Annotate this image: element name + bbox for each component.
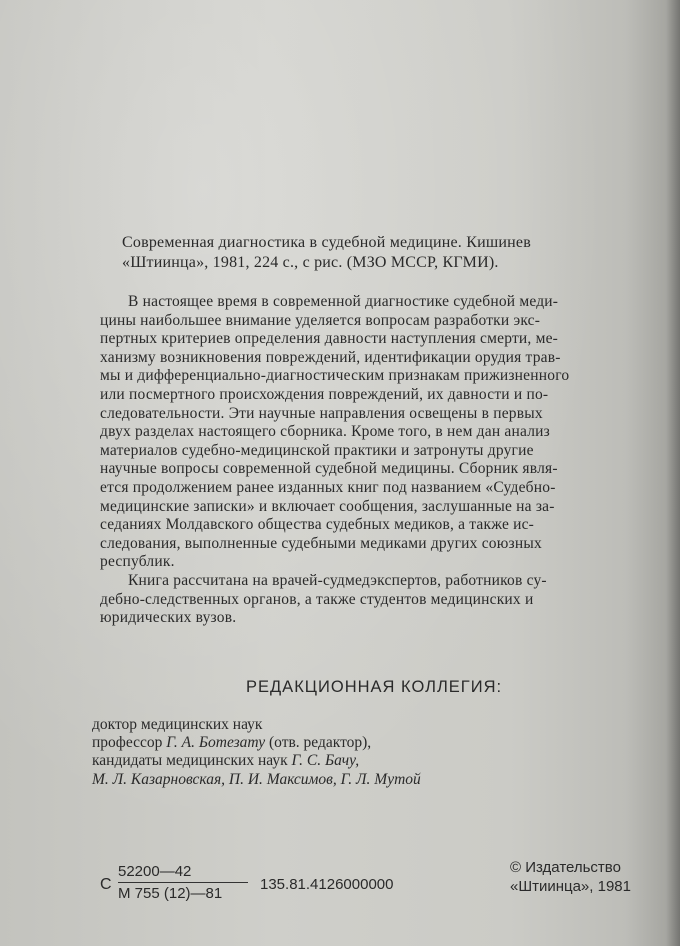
board-title-text: профессор [92, 734, 167, 752]
board-line-1: доктор медицинских наук [92, 716, 263, 733]
publisher-line-2: «Штиинца», 1981 [510, 878, 631, 895]
board-member-name: Г. С. Бачу, [291, 752, 360, 770]
board-line-4 [92, 771, 421, 789]
biblio-line-1: Современная диагностика в судебной медицине. Кишинев [122, 234, 531, 251]
abstract-line: пертных критериев определения давности наступления смерти, ме- [100, 330, 559, 348]
abstract-line: ется продолжением ранее изданных книг под названием «Судебно- [100, 478, 556, 496]
abstract-line: дебно-следственных органов, а также студентов медицинских и [100, 590, 534, 608]
abstract-line: следовательности. Эти научные направления освещены в первых [100, 404, 543, 422]
abstract-line: Книга рассчитана на врачей-судмедэкспертов, работников су- [128, 571, 547, 589]
editorial-board-title: РЕДАКЦИОННАЯ КОЛЛЕГИЯ: [246, 678, 503, 696]
classification-numerator: 52200—42 [118, 863, 248, 883]
abstract-line: республик. [100, 553, 175, 571]
biblio-line-2: «Штиинца», 1981, 224 с., с рис. (МЗО МССР, КГМИ). [122, 254, 499, 271]
abstract-line: В настоящее время в современной диагностике судебной меди- [128, 293, 559, 310]
board-line-2 [92, 734, 421, 752]
publisher-line-1: © Издательство [510, 859, 621, 876]
classification-fraction [118, 863, 248, 902]
abstract-line: ханизму возникновения повреждений, идентификации орудия трав- [100, 348, 561, 366]
classification-letter: С [100, 876, 112, 893]
board-line-3 [92, 752, 421, 770]
classification-code: 135.81.4126000000 [260, 876, 394, 893]
editorial-board-list [92, 716, 421, 789]
publisher-imprint [510, 858, 631, 896]
abstract-line: или посмертного происхождения повреждений, их давности и по- [100, 385, 549, 403]
abstract-line: юридических вузов. [100, 609, 237, 627]
abstract-line: седаниях Молдавского общества судебных медиков, а также ис- [100, 516, 535, 534]
classification-denominator: М 755 (12)—81 [118, 885, 223, 902]
board-chief-editor-name: Г. А. Ботезату [166, 734, 266, 752]
abstract-text [100, 293, 569, 628]
board-member-names: М. Л. Казарновская, П. И. Максимов, Г. Л. Мутой [92, 770, 421, 788]
abstract-line: следования, выполненные судебными медиками других союзных [100, 534, 542, 552]
board-degree-text: кандидаты медицинских наук [92, 752, 292, 770]
abstract-line: цины наибольшее внимание уделяется вопросам разработки экс- [100, 311, 541, 329]
abstract-line: мы и дифференциально-диагностическим признакам прижизненного [100, 367, 570, 385]
abstract-line: медицинские записки» и включает сообщения, заслушанные на за- [100, 497, 555, 515]
bibliographic-description [122, 233, 531, 273]
abstract-line: двух разделах настоящего сборника. Кроме того, в нем дан анализ [100, 423, 550, 441]
page-fold-shadow [666, 0, 680, 946]
abstract-line: материалов судебно-медицинской практики и затронуты другие [100, 441, 534, 459]
board-role-text: (отв. редактор), [265, 734, 372, 752]
abstract-line: научные вопросы современной судебной медицины. Сборник явля- [100, 460, 558, 478]
